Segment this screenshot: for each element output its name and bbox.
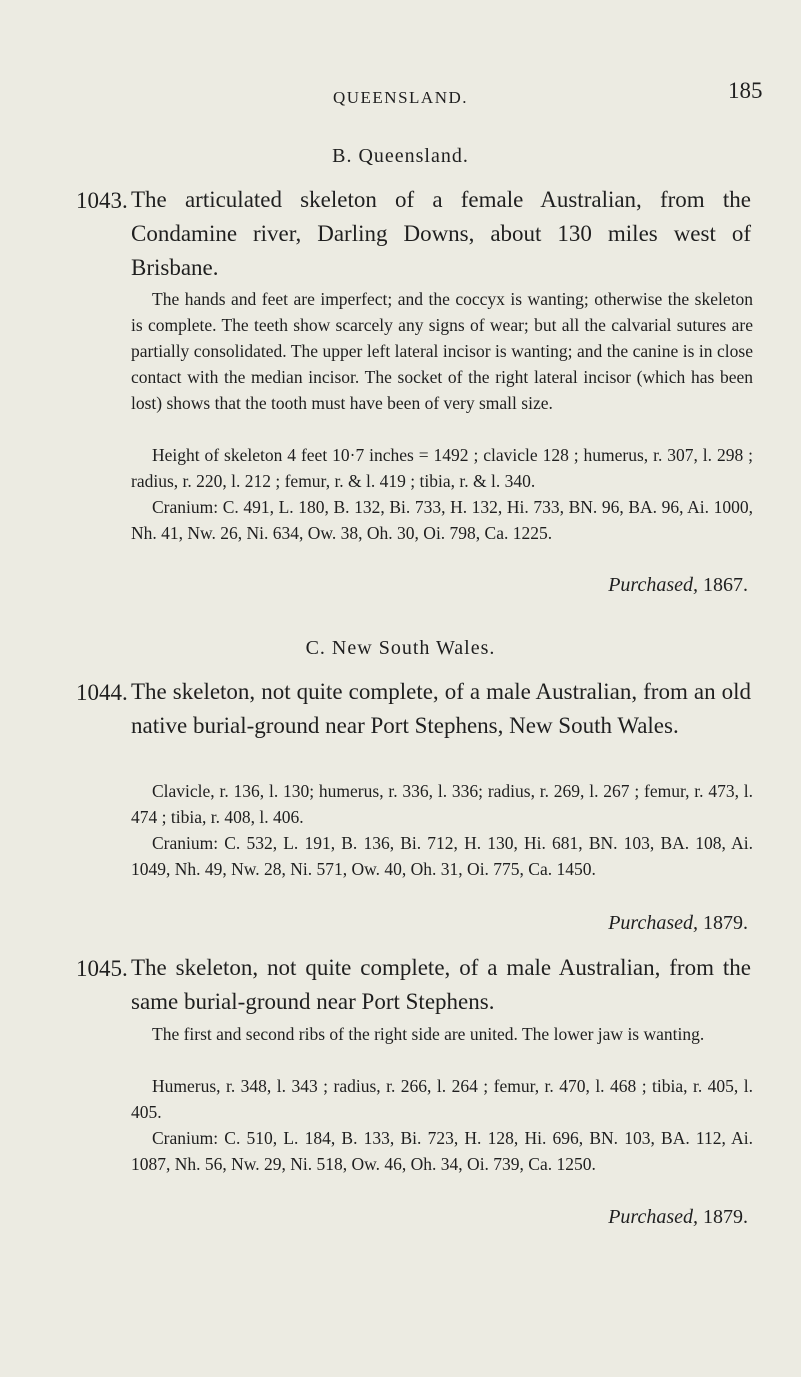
entry-cranium-1044: Cranium: C. 532, L. 191, B. 136, Bi. 712, H. 130, Hi. 681, BN. 103, BA. 108, Ai. 1049, Nh. 49, Nw. 28, Ni. 571, Ow. 40, Oh. 31, Oi. 775, Ca. 1450. [131,833,753,879]
credit-year: 1879. [703,1206,748,1228]
running-title: QUEENSLAND. [332,88,469,107]
entry-cranium-1045: Cranium: C. 510, L. 184, B. 133, Bi. 723, H. 128, Hi. 696, BN. 103, BA. 112, Ai. 1087, Nh. 56, Nw. 29, Ni. 518, Ow. 46, Oh. 34, Oi. 739, Ca. 1250. [131,1128,753,1174]
section-heading-queensland: B. Queensland. [332,145,469,167]
entry-measurements-1045: Humerus, r. 348, l. 343 ; radius, r. 266, l. 264 ; femur, r. 470, l. 468 ; tibia, r. 405, l. 405. [131,1076,753,1122]
entry-credit-1045 [608,1206,748,1229]
entry-description-1043: The hands and feet are imperfect; and the coccyx is wanting; otherwise the skeleton is complete. The teeth show scarcely any signs of wear; but all the calvarial sutures are partially consolidated. The upper left lateral incisor is wanting; and the canine is in close contact with the median incisor. The socket of the right lateral incisor (which has been lost) shows that the tooth must have been of very small size. [131,289,753,413]
page-number: 185 [728,78,763,103]
entry-number-1043: 1043. [76,188,128,213]
credit-word: Purchased, [608,574,698,596]
entry-measurements-1043: Height of skeleton 4 feet 10·7 inches = 1492 ; clavicle 128 ; humerus, r. 307, l. 298 ; radius, r. 220, l. 212 ; femur, r. & l. 419 ; tibia, r. & l. 340. [131,445,753,491]
entry-title-1044: The skeleton, not quite complete, of a male Australian, from an old native burial-ground near Port Stephens, New South Wales. [131,679,751,738]
credit-year: 1879. [703,912,748,934]
entry-credit-1043 [608,574,748,597]
entry-cranium-1043: Cranium: C. 491, L. 180, B. 132, Bi. 733, H. 132, Hi. 733, BN. 96, BA. 96, Ai. 1000, Nh. 41, Nw. 26, Ni. 634, Ow. 38, Oh. 30, Oi. 798, Ca. 1225. [131,497,753,543]
section-heading-new-south-wales: C. New South Wales. [305,637,496,659]
credit-year: 1867. [703,574,748,596]
entry-credit-1044 [608,912,748,935]
entry-number-1045: 1045. [76,956,128,981]
entry-title-1045: The skeleton, not quite complete, of a male Australian, from the same burial-ground near Port Stephens. [131,955,751,1014]
entry-measurements-1044: Clavicle, r. 136, l. 130; humerus, r. 336, l. 336; radius, r. 269, l. 267 ; femur, r. 473, l. 474 ; tibia, r. 408, l. 406. [131,781,753,827]
credit-word: Purchased, [608,912,698,934]
entry-number-1044: 1044. [76,680,128,705]
credit-word: Purchased, [608,1206,698,1228]
entry-description-1045: The first and second ribs of the right side are united. The lower jaw is wanting. [152,1024,705,1044]
entry-title-1043: The articulated skeleton of a female Australian, from the Condamine river, Darling Downs, about 130 miles west of Brisbane. [131,187,751,280]
